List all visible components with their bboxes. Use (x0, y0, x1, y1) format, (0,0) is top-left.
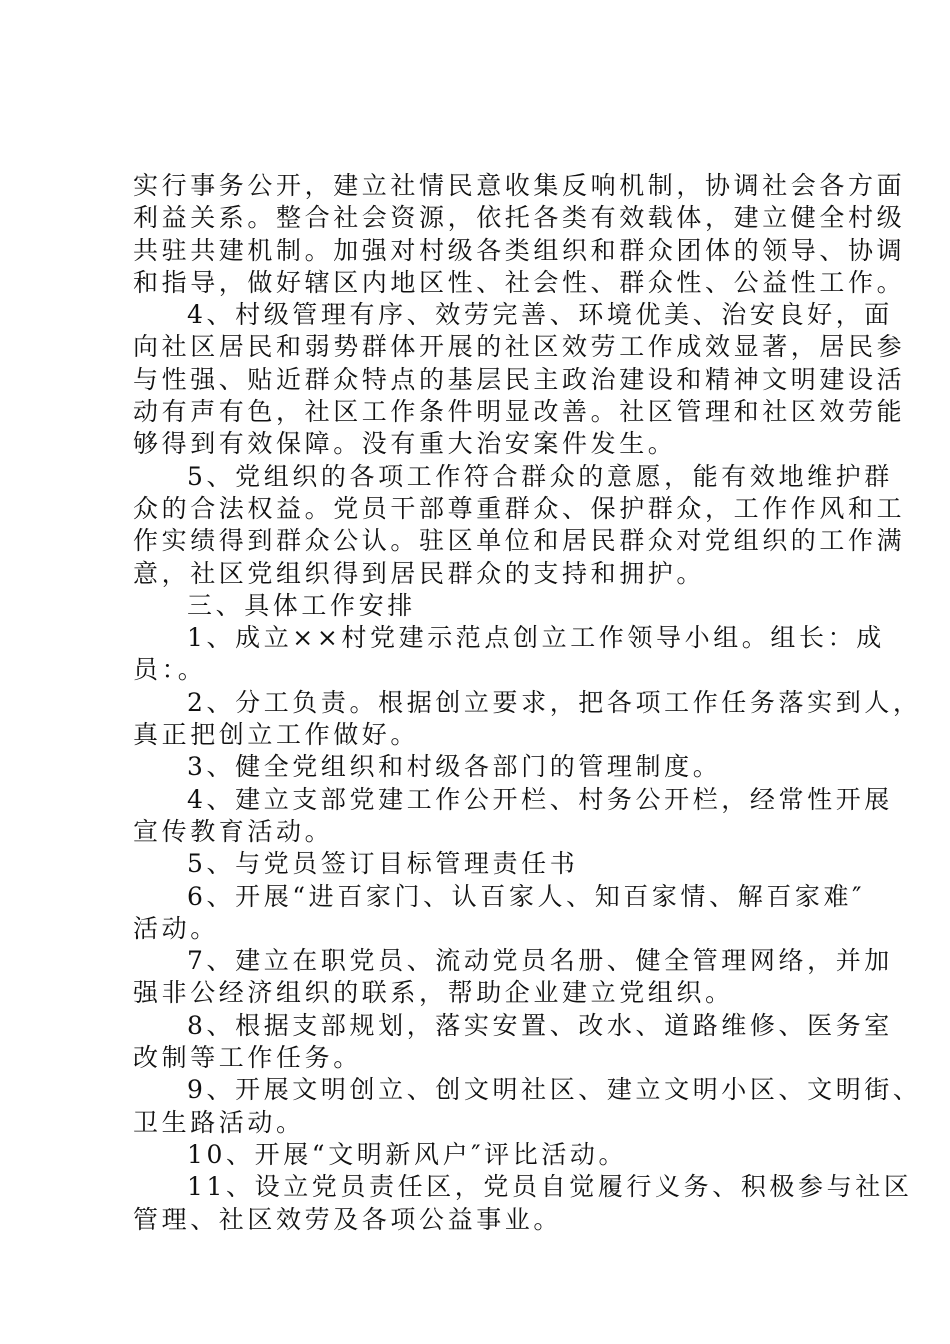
text-line: 7、建立在职党员、流动党员名册、健全管理网络，并加 (187, 946, 893, 976)
text-line: 与性强、贴近群众特点的基层民主政治建设和精神文明建设活 (133, 364, 906, 394)
text-line: 卫生路活动。 (133, 1107, 305, 1137)
text-line: 活动。 (133, 913, 219, 943)
text-line: 向社区居民和弱势群体开展的社区效劳工作成效显著，居民参 (133, 332, 906, 362)
text-line: 5、与党员签订目标管理责任书 (187, 849, 579, 879)
text-line: 5、党组织的各项工作符合群众的意愿，能有效地维护群 (187, 461, 893, 491)
text-line: 4、建立支部党建工作公开栏、村务公开栏，经常性开展 (187, 784, 893, 814)
text-line: 3、健全党组织和村级各部门的管理制度。 (187, 752, 722, 782)
text-line: 8、根据支部规划，落实安置、改水、道路维修、医务室 (187, 1010, 893, 1040)
text-line: 1、成立××村党建示范点创立工作领导小组。组长：成 (187, 623, 885, 653)
text-line: 11、设立党员责任区，党员自觉履行义务、积极参与社区 (187, 1172, 913, 1202)
text-line: 4、村级管理有序、效劳完善、环境优美、治安良好，面 (187, 300, 893, 330)
text-line: 意，社区党组织得到居民群众的支持和拥护。 (133, 558, 706, 588)
text-line: 改制等工作任务。 (133, 1043, 362, 1073)
text-line: 员：。 (133, 655, 207, 685)
text-line: 实行事务公开，建立社情民意收集反响机制，协调社会各方面 (133, 171, 906, 200)
text-line: 三、具体工作安排 (187, 590, 416, 620)
text-line: 强非公经济组织的联系，帮助企业建立党组织。 (133, 978, 734, 1008)
text-line: 动有声有色，社区工作条件明显改善。社区管理和社区效劳能 (133, 397, 906, 427)
text-line: 和指导，做好辖区内地区性、社会性、群众性、公益性工作。 (133, 267, 906, 297)
text-line: 2、分工负责。根据创立要求，把各项工作任务落实到人， (187, 687, 922, 717)
text-line: 作实绩得到群众公认。驻区单位和居民群众对党组织的工作满 (133, 526, 906, 556)
text-line: 共驻共建机制。加强对村级各类组织和群众团体的领导、协调 (133, 235, 906, 265)
text-line: 宣传教育活动。 (133, 816, 334, 846)
text-line: 10、开展“文明新风户″评比活动。 (187, 1139, 628, 1169)
text-line: 管理、社区效劳及各项公益事业。 (133, 1204, 563, 1234)
document-body (133, 170, 922, 1236)
text-line: 9、开展文明创立、创文明社区、建立文明小区、文明街、 (187, 1075, 922, 1105)
text-line: 6、开展“进百家门、认百家人、知百家情、解百家难″ (187, 881, 866, 911)
text-line: 众的合法权益。党员干部尊重群众、保护群众，工作作风和工 (133, 493, 906, 523)
text-line: 真正把创立工作做好。 (133, 720, 420, 750)
text-line: 利益关系。整合社会资源，依托各类有效载体，建立健全村级 (133, 203, 906, 233)
text-line: 够得到有效保障。没有重大治安案件发生。 (133, 429, 677, 459)
